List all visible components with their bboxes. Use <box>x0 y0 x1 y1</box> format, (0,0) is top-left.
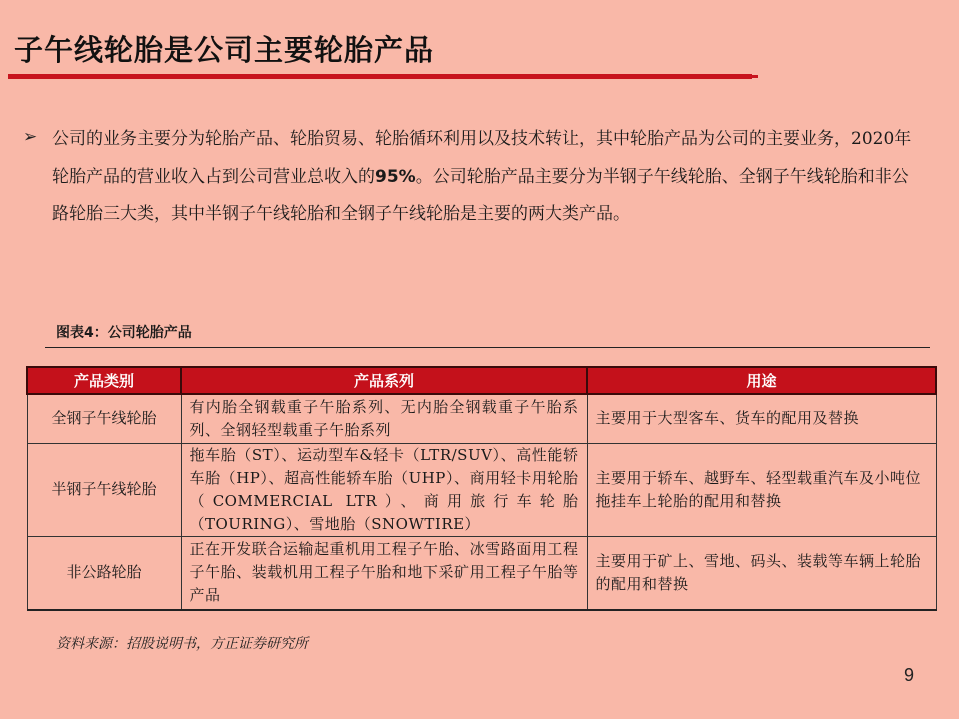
cell-series: 拖车胎（ST）、运动型车&轻卡（LTR/SUV）、高性能轿车胎（HP）、超高性能轿车胎（UHP）、商用轻卡用轮胎（COMMERCIAL LTR）、商用旅行车轮胎（TOURING）、雪地胎（SNOWTIRE） <box>181 443 587 536</box>
summary-paragraph <box>52 121 912 234</box>
summary-text-part1: 公司的业务主要分为轮胎产品、轮胎贸易、轮胎循环利用以及技术转让，其中轮胎产品为公司的主要业务，2020年轮胎产品的营业收入占到公司营业总收入的 <box>52 129 912 187</box>
product-table <box>26 366 937 611</box>
source-note: 资料来源：招股说明书，方正证券研究所 <box>56 636 308 652</box>
table-row <box>27 443 936 536</box>
page-number: 9 <box>904 665 915 685</box>
header-usage: 用途 <box>587 367 936 394</box>
cell-category: 全钢子午线轮胎 <box>27 394 181 443</box>
cell-series: 正在开发联合运输起重机用工程子午胎、冰雪路面用工程子午胎、装载机用工程子午胎和地下采矿用工程子午胎等产品 <box>181 536 587 610</box>
cell-category: 半钢子午线轮胎 <box>27 443 181 536</box>
table-header-row <box>27 367 936 394</box>
cell-usage: 主要用于轿车、越野车、轻型载重汽车及小吨位拖挂车上轮胎的配用和替换 <box>587 443 936 536</box>
revenue-share-highlight: 95% <box>375 166 416 187</box>
cell-series: 有内胎全钢载重子午胎系列、无内胎全钢载重子午胎系列、全钢轻型载重子午胎系列 <box>181 394 587 443</box>
cell-usage: 主要用于矿上、雪地、码头、装载等车辆上轮胎的配用和替换 <box>587 536 936 610</box>
bullet-arrow-icon: ➢ <box>23 127 38 147</box>
figure-divider <box>45 347 930 348</box>
table-row <box>27 394 936 443</box>
header-series: 产品系列 <box>181 367 587 394</box>
cell-usage: 主要用于大型客车、货车的配用及替换 <box>587 394 936 443</box>
cell-category: 非公路轮胎 <box>27 536 181 610</box>
table-row <box>27 536 936 610</box>
page-title: 子午线轮胎是公司主要轮胎产品 <box>14 33 435 67</box>
title-underline-tail <box>752 75 758 78</box>
summary-text-part2: 。公司轮胎产品主要分为半钢子午线轮胎、全钢子午线轮胎和非公路轮胎三大类，其中半钢子午线轮胎和全钢子午线轮胎是主要的两大类产品。 <box>52 166 909 224</box>
figure-label: 图表4：公司轮胎产品 <box>56 325 192 341</box>
header-category: 产品类别 <box>27 367 181 394</box>
title-underline <box>8 74 752 79</box>
